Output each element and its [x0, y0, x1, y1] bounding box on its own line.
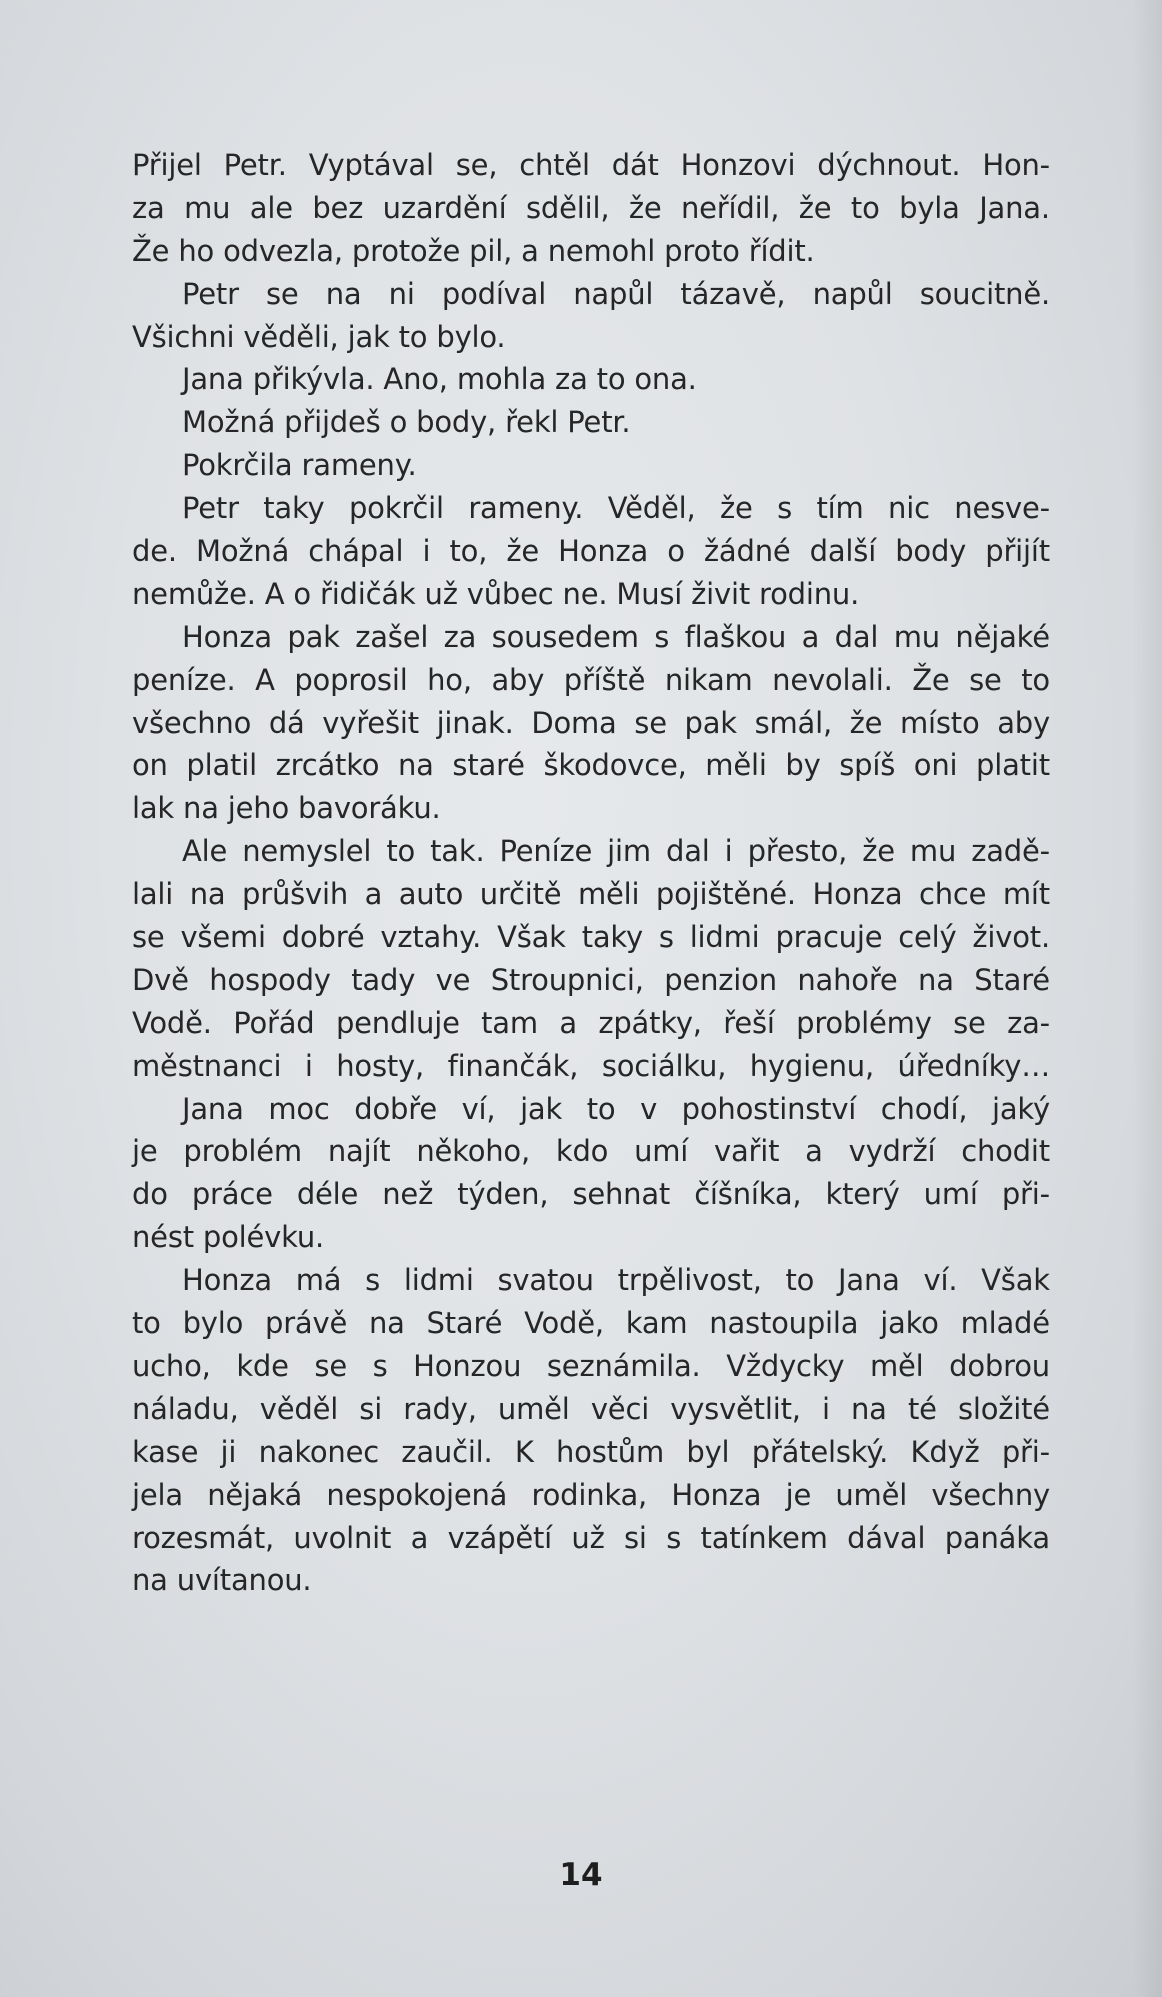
text-line: všechno dá vyřešit jinak. Doma se pak smál, že místo aby [132, 705, 1050, 740]
text-line: ucho, kde se s Honzou seznámila. Vždycky měl dobrou [132, 1348, 1050, 1383]
page-number: 14 [559, 1857, 603, 1893]
text-line: Ale nemyslel to tak. Peníze jim dal i přesto, že mu zadě- [182, 834, 1050, 869]
text-line: městnanci i hosty, finančák, sociálku, hygienu, úředníky… [132, 1048, 1050, 1083]
text-line: lali na průšvih a auto určitě měli pojištěné. Honza chce mít [132, 877, 1050, 912]
text-line: na uvítanou. [132, 1563, 312, 1598]
text-line: Honza pak zašel za sousedem s flaškou a dal mu nějaké [182, 619, 1050, 654]
text-line: de. Možná chápal i to, že Honza o žádné další body přijít [132, 534, 1050, 569]
text-line: jela nějaká nespokojená rodinka, Honza je uměl všechny [132, 1477, 1050, 1512]
text-line: Možná přijdeš o body, řekl Petr. [182, 405, 631, 440]
text-line: kase ji nakonec zaučil. K hostům byl přátelský. Když při- [132, 1434, 1050, 1469]
text-line: je problém najít někoho, kdo umí vařit a vydrží chodit [132, 1134, 1050, 1169]
text-line: Petr se na ni podíval napůl tázavě, napůl soucitně. [182, 276, 1050, 311]
text-line: nemůže. A o řidičák už vůbec ne. Musí živit rodinu. [132, 576, 860, 611]
text-line: za mu ale bez uzardění sdělil, že neřídil, že to byla Jana. [132, 190, 1050, 225]
text-line: Přijel Petr. Vyptával se, chtěl dát Honzovi dýchnout. Hon- [132, 148, 1050, 182]
text-line: náladu, věděl si rady, uměl věci vysvětlit, i na té složité [132, 1391, 1050, 1426]
text-line: Petr taky pokrčil rameny. Věděl, že s tím nic nesve- [182, 491, 1050, 526]
text-line: to bylo právě na Staré Vodě, kam nastoupila jako mladé [132, 1306, 1050, 1341]
body-text [132, 144, 1050, 1602]
text-line: Jana moc dobře ví, jak to v pohostinství chodí, jaký [182, 1091, 1050, 1126]
page-edge-shadow [1132, 0, 1162, 1997]
text-line: Dvě hospody tady ve Stroupnici, penzion nahoře na Staré [132, 962, 1050, 997]
text-line: Pokrčila rameny. [182, 448, 417, 483]
text-line: se všemi dobré vztahy. Však taky s lidmi pracuje celý život. [132, 920, 1050, 955]
text-line: nést polévku. [132, 1220, 325, 1255]
text-line: peníze. A poprosil ho, aby příště nikam nevolali. Že se to [132, 662, 1050, 697]
text-line: Vodě. Pořád pendluje tam a zpátky, řeší problémy se za- [132, 1005, 1050, 1040]
text-line: rozesmát, uvolnit a vzápětí už si s tatínkem dával panáka [132, 1520, 1050, 1555]
text-line: Honza má s lidmi svatou trpělivost, to Jana ví. Však [182, 1263, 1050, 1298]
text-line: Že ho odvezla, protože pil, a nemohl proto řídit. [132, 233, 815, 268]
text-line: Všichni věděli, jak to bylo. [132, 319, 506, 354]
text-line: do práce déle než týden, sehnat číšníka, který umí při- [132, 1177, 1050, 1212]
text-line: lak na jeho bavoráku. [132, 791, 441, 826]
text-line: Jana přikývla. Ano, mohla za to ona. [182, 362, 697, 397]
text-line: on platil zrcátko na staré škodovce, měli by spíš oni platit [132, 748, 1050, 783]
